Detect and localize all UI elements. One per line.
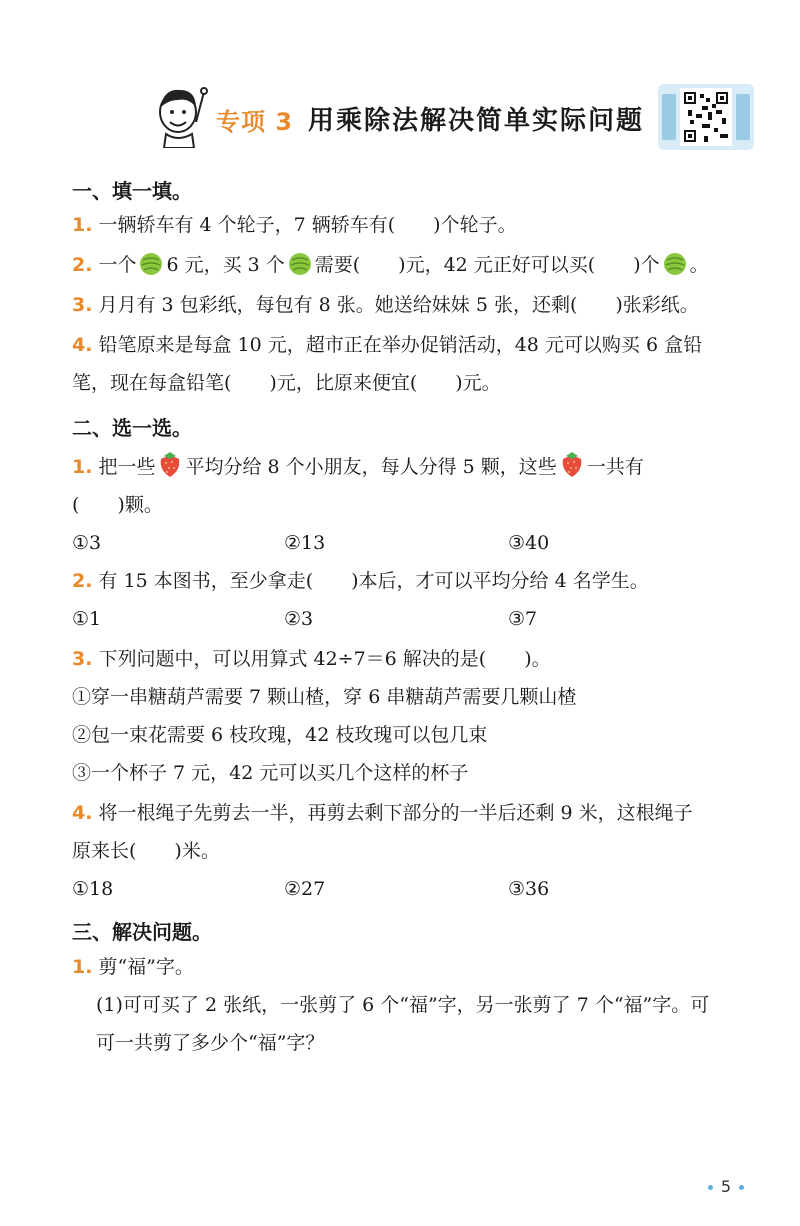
question-number: 1. (72, 456, 93, 478)
option: ①穿一串糖葫芦需要 7 颗山楂，穿 6 串糖葫芦需要几颗山楂 (72, 686, 577, 708)
section-heading-fill: 一、填一填。 (72, 179, 192, 203)
choice-question-4-cont: 原来长( )米。 (72, 840, 220, 862)
option: ①3 (72, 532, 102, 554)
question-text: 。 (689, 254, 709, 276)
strawberry-icon (559, 450, 585, 478)
option: ③40 (508, 532, 550, 554)
page-title: 用乘除法解决简单实际问题 (308, 106, 645, 136)
question-number: 2. (72, 570, 93, 592)
fill-question-3 (72, 292, 699, 318)
dot-decoration (739, 1185, 744, 1190)
fill-question-4 (72, 332, 702, 358)
question-text: 将一根绳子先剪去一半，再剪去剩下部分的一半后还剩 9 米，这根绳子 (98, 802, 693, 824)
question-text: 平均分给 8 个小朋友，每人分得 5 颗，这些 (185, 456, 557, 478)
option: ③一个杯子 7 元，42 元可以买几个这样的杯子 (72, 762, 469, 784)
question-number: 4. (72, 334, 93, 356)
option: ②27 (284, 878, 326, 900)
question-text: 剪“福”字。 (98, 956, 194, 978)
section-heading-solve: 三、解决问题。 (72, 920, 212, 944)
question-number: 1. (72, 956, 93, 978)
option: ②13 (284, 532, 326, 554)
choice-question-1 (72, 450, 644, 480)
solve-question-1 (72, 954, 194, 980)
page-number-text: 5 (720, 1177, 731, 1196)
question-number: 3. (72, 294, 93, 316)
question-number: 1. (72, 214, 93, 236)
melon-icon (662, 252, 688, 276)
melon-icon (287, 252, 313, 276)
page-number (700, 1177, 752, 1196)
question-text: 一个 (98, 254, 137, 276)
question-number: 2. (72, 254, 93, 276)
solve-question-1-part-1: (1)可可买了 2 张纸，一张剪了 6 个“福”字，另一张剪了 7 个“福”字。可 (96, 994, 710, 1016)
option: ①1 (72, 608, 102, 630)
question-number: 3. (72, 648, 93, 670)
option: ②3 (284, 608, 314, 630)
question-text: 有 15 本图书，至少拿走( )本后，才可以平均分给 4 名学生。 (98, 570, 649, 592)
fill-question-1 (72, 212, 517, 238)
question-text: 铅笔原来是每盒 10 元，超市正在举办促销活动，48 元可以购买 6 盒铅 (98, 334, 703, 356)
question-text: 一共有 (586, 456, 644, 478)
choice-question-1-cont: ( )颗。 (72, 494, 163, 516)
option: ③7 (508, 608, 538, 630)
boy-mascot-icon (150, 82, 212, 148)
melon-icon (138, 252, 164, 276)
choice-question-4 (72, 800, 693, 826)
question-text: 需要( )元，42 元正好可以买( )个 (314, 254, 660, 276)
dot-decoration (708, 1185, 713, 1190)
question-text: 6 元，买 3 个 (166, 254, 285, 276)
section-heading-choose: 二、选一选。 (72, 416, 192, 440)
solve-question-1-part-1-cont: 可一共剪了多少个“福”字？ (96, 1032, 325, 1054)
qr-code-icon (658, 84, 754, 150)
topic-tag: 专项 3 (216, 108, 294, 136)
choice-question-2 (72, 568, 649, 594)
fill-question-4-cont: 笔，现在每盒铅笔( )元，比原来便宜( )元。 (72, 372, 501, 394)
question-text: 把一些 (98, 456, 156, 478)
choice-question-3 (72, 646, 551, 672)
option: ①18 (72, 878, 114, 900)
question-text: 月月有 3 包彩纸，每包有 8 张。她送给妹妹 5 张，还剩( )张彩纸。 (98, 294, 699, 316)
option: ②包一束花需要 6 枝玫瑰，42 枝玫瑰可以包几束 (72, 724, 488, 746)
question-text: 下列问题中，可以用算式 42÷7＝6 解决的是( )。 (98, 648, 551, 670)
header (150, 82, 650, 152)
question-number: 4. (72, 802, 93, 824)
option: ③36 (508, 878, 550, 900)
question-text: 一辆轿车有 4 个轮子，7 辆轿车有( )个轮子。 (98, 214, 517, 236)
strawberry-icon (157, 450, 183, 478)
fill-question-2 (72, 252, 709, 278)
